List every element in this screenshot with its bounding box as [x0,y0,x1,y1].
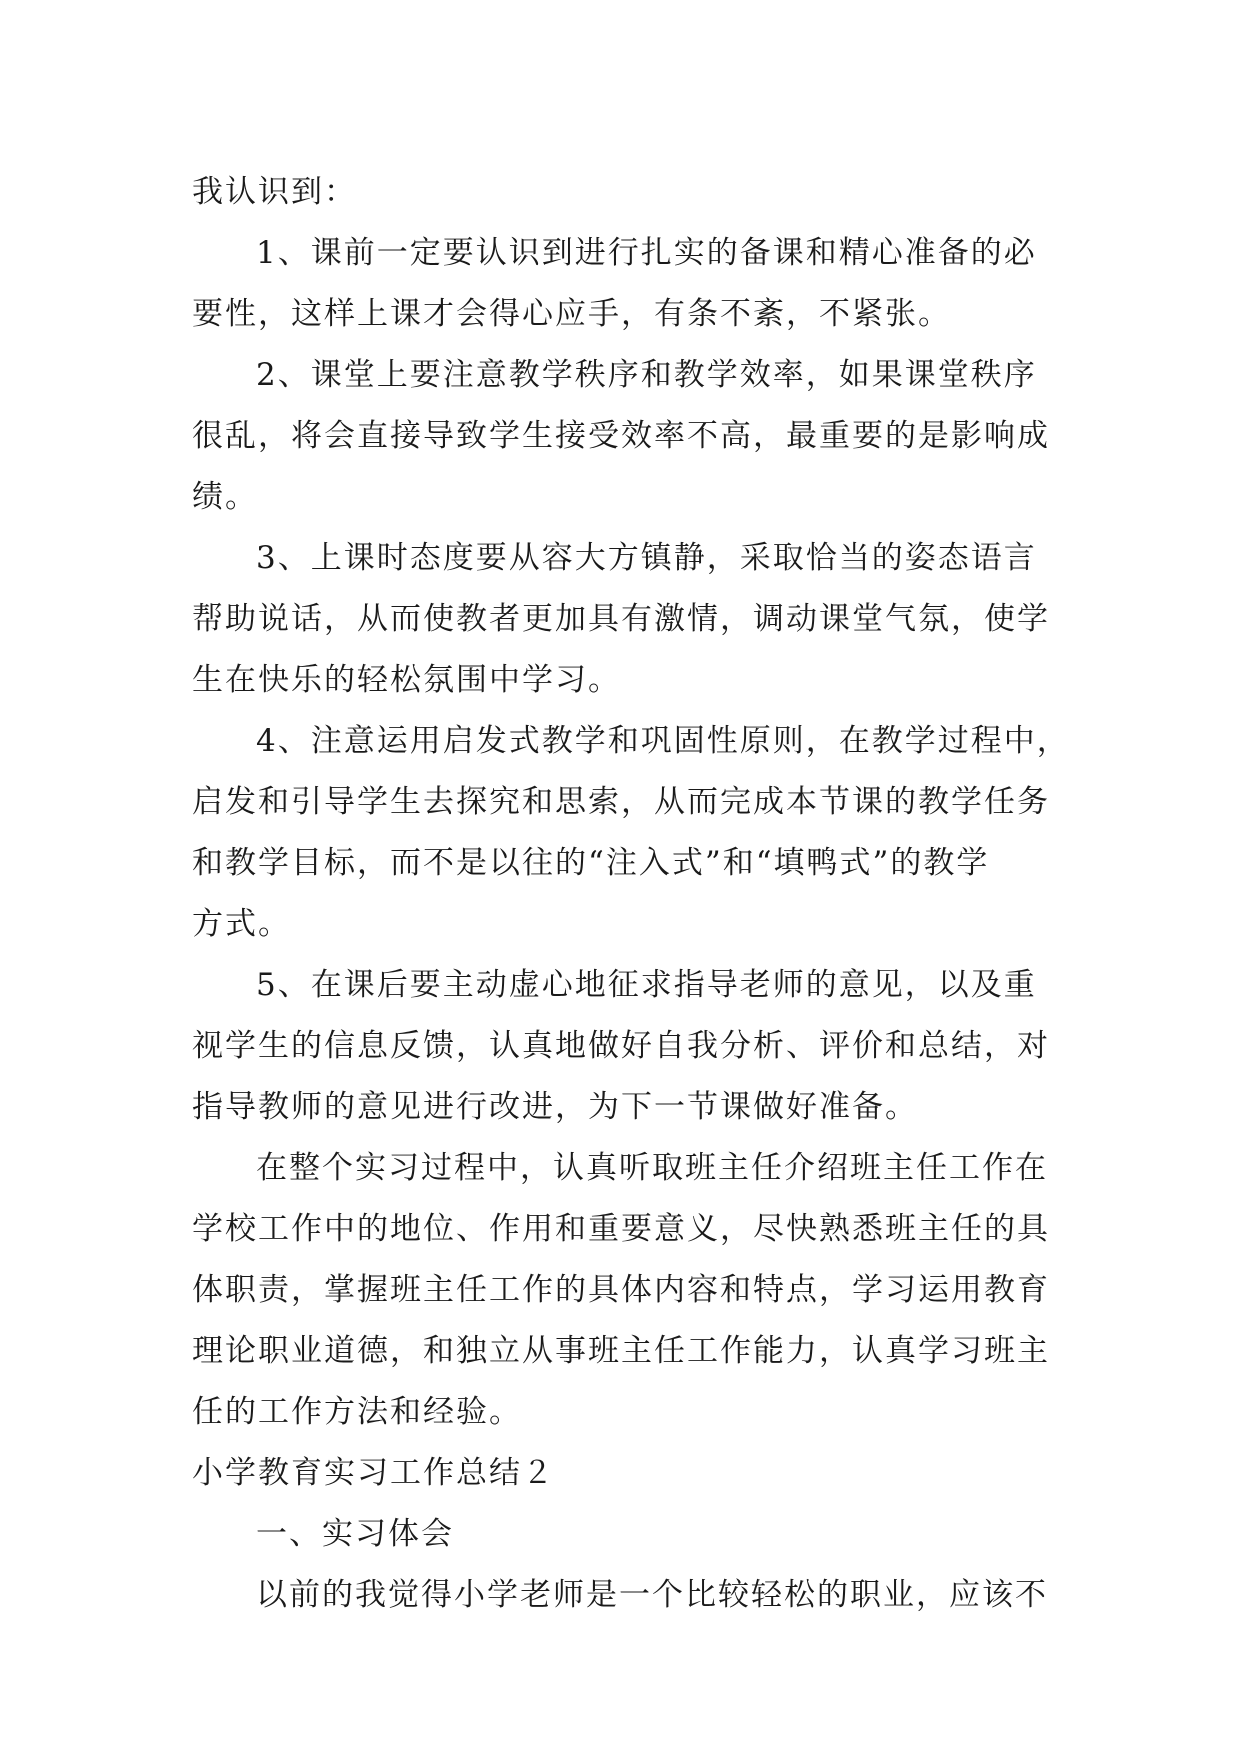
section-heading: 小学教育实习工作总结２ [192,1455,555,1491]
text-line: 4、注意运用启发式教学和巩固性原则，在教学过程中， [256,723,1070,759]
text-line: 和教学目标，而不是以往的“注入式”和“填鸭式”的教学 [192,845,990,881]
text-line: 很乱，将会直接导致学生接受效率不高，最重要的是影响成 [192,418,1050,454]
text-line: 任的工作方法和经验。 [192,1394,522,1430]
text-line: 指导教师的意见进行改进，为下一节课做好准备。 [192,1089,918,1125]
text-line: 体职责，掌握班主任工作的具体内容和特点，学习运用教育 [192,1272,1050,1308]
text-line: 在整个实习过程中，认真听取班主任介绍班主任工作在 [256,1150,1048,1186]
text-line: 理论职业道德，和独立从事班主任工作能力，认真学习班主 [192,1333,1050,1369]
text-line: 我认识到： [192,174,357,210]
text-line: 要性，这样上课才会得心应手，有条不紊，不紧张。 [192,296,951,332]
text-line: 生在快乐的轻松氛围中学习。 [192,662,621,698]
text-line: 帮助说话，从而使教者更加具有激情，调动课堂气氛，使学 [192,601,1050,637]
text-line: 3、上课时态度要从容大方镇静，采取恰当的姿态语言 [256,540,1037,576]
text-line: 视学生的信息反馈，认真地做好自我分析、评价和总结，对 [192,1028,1050,1064]
text-line: 5、在课后要主动虚心地征求指导老师的意见，以及重 [256,967,1037,1003]
text-line: 绩。 [192,479,258,515]
text-line: 2、课堂上要注意教学秩序和教学效率，如果课堂秩序 [256,357,1037,393]
text-line: 1、课前一定要认识到进行扎实的备课和精心准备的必 [256,235,1037,271]
text-line: 启发和引导学生去探究和思索，从而完成本节课的教学任务 [192,784,1050,820]
text-line: 学校工作中的地位、作用和重要意义，尽快熟悉班主任的具 [192,1211,1050,1247]
subsection-heading: 一、实习体会 [256,1516,454,1552]
text-line: 以前的我觉得小学老师是一个比较轻松的职业，应该不 [256,1577,1048,1613]
body-text [192,162,1070,1626]
text-line: 方式。 [192,906,291,942]
